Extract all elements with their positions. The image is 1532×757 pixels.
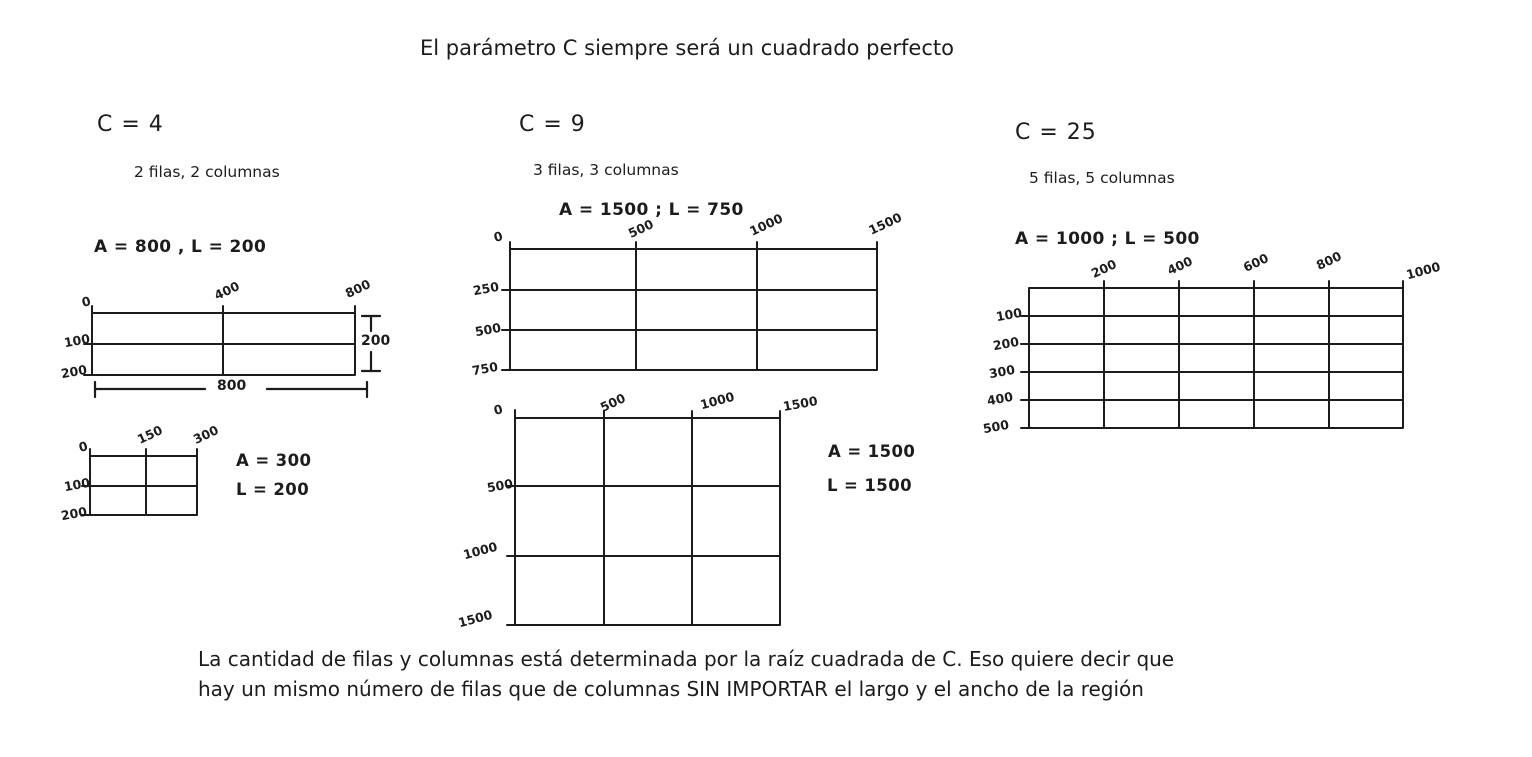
c4-width-dimension-label: 800 — [217, 378, 247, 394]
c25-grid — [1021, 281, 1403, 428]
y-tick-label: 200 — [991, 333, 1021, 354]
c4-small-length-label: L = 200 — [236, 480, 310, 499]
c4-grid-large-ticks — [84, 306, 355, 375]
c25-params: A = 1000 ; L = 500 — [1015, 229, 1200, 249]
x-tick-label: 600 — [1240, 250, 1271, 275]
y-tick-label: 200 — [59, 503, 89, 524]
x-tick-label: 1000 — [747, 210, 786, 239]
c9-heading: C = 9 — [519, 112, 586, 137]
y-tick-label: 400 — [985, 388, 1015, 409]
c25-grid-ticks — [1021, 281, 1403, 428]
c9-grid-square — [507, 410, 780, 625]
c9-grid-wide — [502, 242, 877, 370]
c25-heading: C = 25 — [1015, 120, 1097, 145]
y-tick-label: 250 — [471, 278, 501, 299]
y-tick-label: 1500 — [456, 606, 494, 631]
x-tick-label: 1000 — [1404, 258, 1442, 283]
y-tick-label: 100 — [62, 330, 92, 351]
x-tick-label: 800 — [1313, 248, 1344, 273]
x-tick-label: 1500 — [781, 393, 819, 414]
c9-subtitle: 3 filas, 3 columnas — [533, 161, 679, 179]
y-tick-label: 1000 — [461, 538, 499, 563]
x-tick-label: 300 — [190, 422, 221, 447]
c4-height-dimension-label: 200 — [361, 333, 391, 349]
y-tick-label: 100 — [62, 474, 92, 495]
x-tick-label: 0 — [492, 401, 505, 418]
y-tick-label: 300 — [987, 361, 1017, 382]
x-tick-label: 1000 — [698, 388, 736, 413]
x-tick-label: 150 — [134, 422, 165, 447]
c9-params: A = 1500 ; L = 750 — [559, 200, 744, 220]
page-title: El parámetro C siempre será un cuadrado perfecto — [420, 36, 954, 60]
c9-grid-square-ticks — [507, 410, 780, 625]
x-tick-label: 0 — [492, 228, 505, 245]
c9-square-area-label: A = 1500 — [828, 442, 916, 461]
c25-subtitle: 5 filas, 5 columnas — [1029, 169, 1175, 187]
x-tick-label: 500 — [625, 216, 656, 241]
x-tick-label: 800 — [342, 276, 373, 301]
footer-line-1: La cantidad de filas y columnas está determinada por la raíz cuadrada de C. Eso quiere decir que — [198, 647, 1175, 671]
c4-grid-small-ticks — [82, 449, 197, 515]
x-tick-label: 500 — [597, 390, 628, 415]
y-tick-label: 500 — [473, 319, 503, 340]
c4-params: A = 800 , L = 200 — [94, 237, 267, 257]
c4-grid-large — [84, 306, 355, 375]
x-tick-label: 400 — [1164, 253, 1195, 278]
y-tick-label: 500 — [485, 475, 515, 496]
x-tick-label: 200 — [1088, 256, 1119, 281]
c4-subtitle: 2 filas, 2 columnas — [134, 163, 280, 181]
c4-small-area-label: A = 300 — [236, 451, 312, 470]
c9-grid-wide-ticks — [502, 242, 877, 370]
c9-square-length-label: L = 1500 — [827, 476, 912, 495]
footer-line-2: hay un mismo número de filas que de columnas SIN IMPORTAR el largo y el ancho de la región — [198, 677, 1144, 701]
y-tick-label: 100 — [994, 304, 1024, 325]
x-tick-label: 0 — [77, 438, 90, 455]
x-tick-label: 1500 — [866, 209, 905, 238]
x-tick-label: 0 — [80, 293, 93, 310]
y-tick-label: 500 — [981, 416, 1011, 437]
c4-heading: C = 4 — [97, 112, 164, 137]
y-tick-label: 200 — [59, 361, 89, 382]
x-tick-label: 400 — [211, 278, 242, 303]
y-tick-label: 750 — [470, 358, 500, 379]
c4-grid-small — [82, 449, 197, 515]
